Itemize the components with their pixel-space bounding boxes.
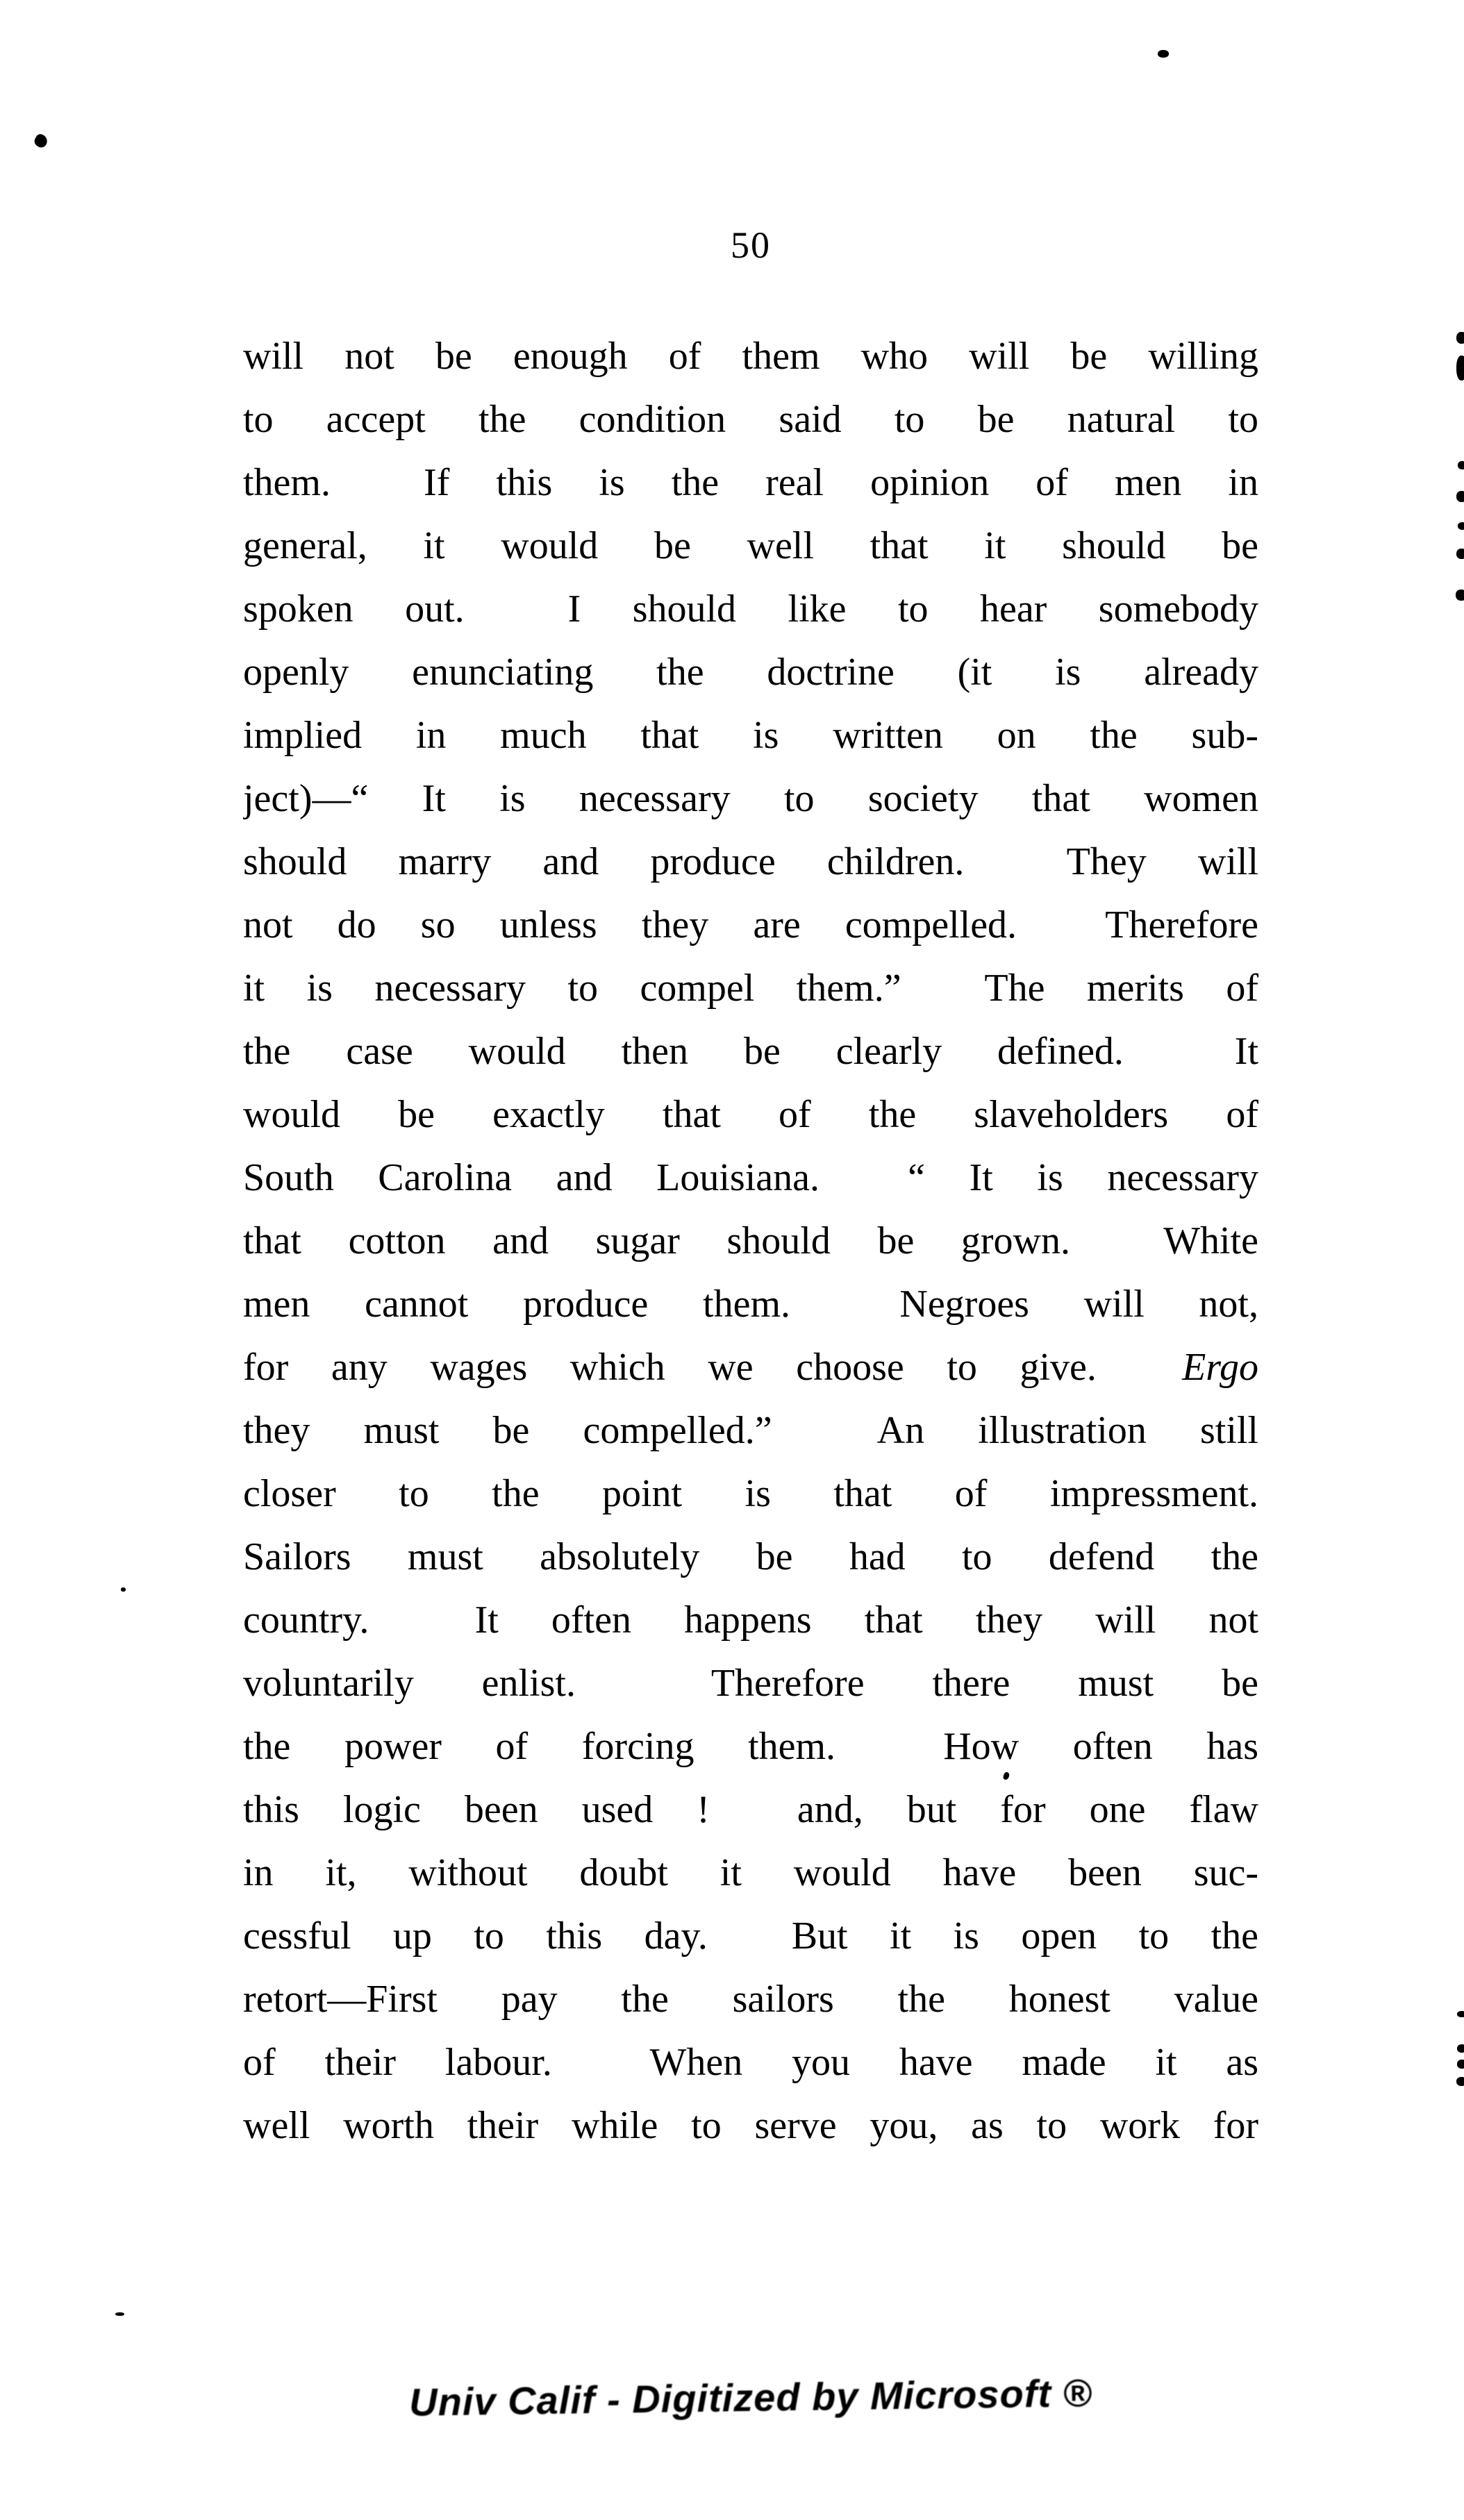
text-segment: closer to the point is that of impressment. bbox=[243, 1472, 1258, 1515]
scan-speck bbox=[1456, 332, 1464, 344]
scan-speck bbox=[33, 133, 50, 150]
text-segment: retort—First pay the sailors the honest value bbox=[243, 1978, 1258, 2021]
text-line bbox=[243, 1336, 1258, 1399]
scan-speck bbox=[121, 1587, 126, 1592]
text-line bbox=[243, 1083, 1258, 1146]
scan-speck bbox=[1458, 522, 1464, 530]
text-segment: should marry and produce children. They will bbox=[243, 840, 1258, 883]
text-segment: well worth their while to serve you, as to work for bbox=[243, 2104, 1258, 2147]
text-line bbox=[243, 325, 1258, 388]
text-line bbox=[243, 451, 1258, 515]
italic-word: Ergo bbox=[1182, 1346, 1258, 1389]
text-line bbox=[243, 1526, 1258, 1589]
text-segment: men cannot produce them. Negroes will not, bbox=[243, 1283, 1258, 1326]
scan-speck bbox=[1458, 461, 1464, 469]
text-line bbox=[243, 957, 1258, 1020]
digitization-watermark: Univ Calif - Digitized by Microsoft ® bbox=[408, 2371, 1093, 2424]
text-segment: of their labour. When you have made it as bbox=[243, 2041, 1258, 2084]
text-line bbox=[243, 641, 1258, 704]
text-line bbox=[243, 2094, 1258, 2158]
page-number: 50 bbox=[731, 224, 771, 266]
text-segment: implied in much that is written on the sub- bbox=[243, 714, 1258, 757]
text-segment: to accept the condition said to be natural to bbox=[243, 398, 1258, 441]
text-segment: the case would then be clearly defined. It bbox=[243, 1030, 1258, 1073]
text-line bbox=[243, 1715, 1258, 1778]
text-line bbox=[243, 767, 1258, 831]
text-line bbox=[243, 1399, 1258, 1462]
scan-speck bbox=[1456, 491, 1464, 502]
text-segment: the power of forcing them. How often has bbox=[243, 1725, 1258, 1768]
text-segment: spoken out. I should like to hear somebody bbox=[243, 587, 1258, 631]
text-line bbox=[243, 388, 1258, 451]
text-segment: South Carolina and Louisiana. “ It is necessary bbox=[243, 1156, 1258, 1199]
text-line bbox=[243, 1210, 1258, 1273]
scan-speck bbox=[1158, 50, 1169, 58]
text-segment: not do so unless they are compelled. Therefore bbox=[243, 903, 1258, 946]
scan-speck bbox=[1457, 2044, 1464, 2053]
text-segment: in it, without doubt it would have been suc- bbox=[243, 1851, 1258, 1894]
text-segment: country. It often happens that they will not bbox=[243, 1599, 1258, 1642]
body-text bbox=[243, 325, 1258, 2158]
text-segment: that cotton and sugar should be grown. White bbox=[243, 1219, 1258, 1262]
text-segment: it is necessary to compel them.” The merits of bbox=[243, 967, 1258, 1010]
text-line bbox=[243, 1462, 1258, 1526]
scan-speck bbox=[1457, 2011, 1464, 2017]
text-line bbox=[243, 1273, 1258, 1336]
text-line bbox=[243, 1652, 1258, 1715]
text-line bbox=[243, 2031, 1258, 2094]
text-segment: voluntarily enlist. Therefore there must be bbox=[243, 1662, 1258, 1705]
scan-speck bbox=[1456, 2077, 1464, 2086]
text-segment: will not be enough of them who will be willing bbox=[243, 335, 1258, 378]
text-segment: ject)—“ It is necessary to society that women bbox=[243, 777, 1258, 820]
text-segment: Sailors must absolutely be had to defend the bbox=[243, 1535, 1258, 1578]
text-line bbox=[243, 894, 1258, 957]
text-segment: for any wages which we choose to give. bbox=[243, 1346, 1183, 1389]
text-line bbox=[243, 1905, 1258, 1968]
text-line bbox=[243, 515, 1258, 578]
text-segment: them. If this is the real opinion of men in bbox=[243, 461, 1258, 504]
text-segment: this logic been used ! and, but for one flaw bbox=[243, 1788, 1258, 1831]
text-line bbox=[243, 831, 1258, 894]
text-line bbox=[243, 1020, 1258, 1083]
scan-speck bbox=[1456, 549, 1464, 559]
text-line bbox=[243, 704, 1258, 767]
text-line bbox=[243, 1842, 1258, 1905]
text-segment: they must be compelled.” An illustration still bbox=[243, 1409, 1258, 1452]
text-line bbox=[243, 578, 1258, 641]
text-line bbox=[243, 1146, 1258, 1210]
text-line bbox=[243, 1778, 1258, 1842]
text-segment: openly enunciating the doctrine (it is already bbox=[243, 651, 1258, 694]
scan-speck bbox=[1456, 356, 1464, 381]
text-segment: would be exactly that of the slaveholders of bbox=[243, 1093, 1258, 1136]
scan-speck bbox=[115, 2312, 124, 2316]
text-line bbox=[243, 1968, 1258, 2031]
text-segment: general, it would be well that it should be bbox=[243, 524, 1258, 567]
text-line bbox=[243, 1589, 1258, 1652]
scan-speck bbox=[1457, 2060, 1464, 2069]
scan-speck bbox=[1456, 590, 1464, 601]
text-segment: cessful up to this day. But it is open to the bbox=[243, 1914, 1258, 1958]
